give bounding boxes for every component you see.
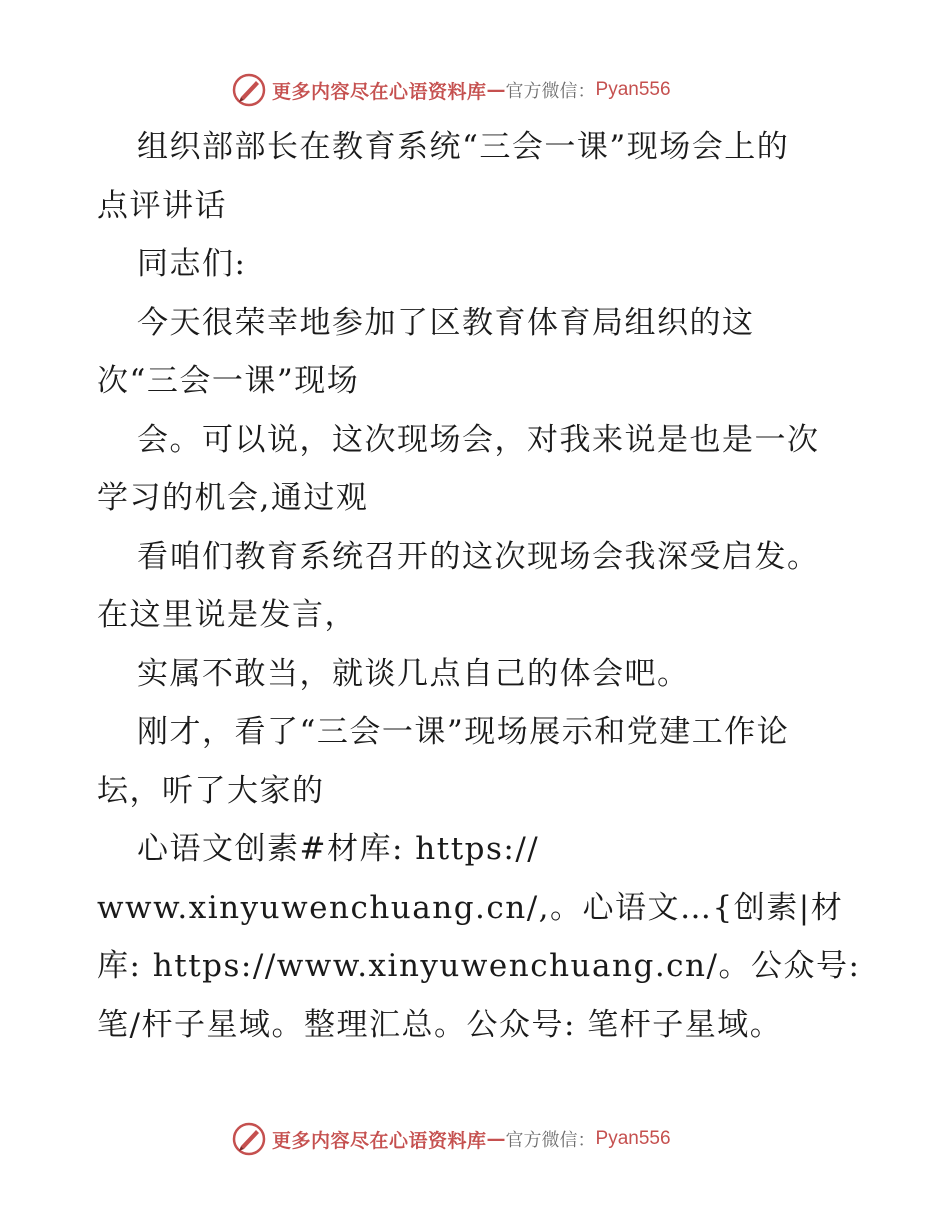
paragraph-line: 坛，听了大家的	[97, 772, 325, 809]
quill-logo-icon	[232, 73, 266, 107]
paragraph-line: 刚才，看了“三会一课”现场展示和党建工作论	[137, 714, 790, 750]
paragraph-line: 笔/杆子星域。整理汇总。公众号: 笔杆子星域。	[97, 1006, 783, 1043]
footer-wechat-label: 官方微信：	[505, 1130, 596, 1151]
paragraph-line: 今天很荣幸地参加了区教育体育局组织的这	[137, 304, 755, 341]
footer-wechat-id: Pyan556	[595, 1128, 671, 1149]
paragraph-line: 学习的机会,通过观	[97, 480, 369, 516]
paragraph-line: 实属不敢当，就谈几点自己的体会吧。	[137, 655, 690, 692]
salutation: 同志们:	[137, 246, 247, 282]
paragraph-line: 库: https://www.xinyuwenchuang.cn/。公众号:	[97, 948, 861, 984]
paragraph-line: 心语文创素#材库: https://	[137, 831, 540, 867]
footer-banner	[232, 1121, 752, 1157]
quill-logo-icon	[232, 1122, 266, 1156]
doc-title-line-2: 点评讲话	[97, 187, 227, 224]
paragraph-line: 次“三会一课”现场	[97, 363, 360, 399]
document-body	[97, 118, 861, 1054]
doc-title-line-1: 组织部部长在教育系统“三会一课”现场会上的	[137, 129, 790, 165]
header-banner	[232, 72, 752, 108]
header-wechat-id: Pyan556	[595, 79, 671, 100]
footer-banner-dash: —	[486, 1128, 506, 1150]
paragraph-line: 在这里说是发言，	[97, 597, 357, 633]
footer-banner-text: 更多内容尽在心语资料库	[272, 1129, 487, 1152]
header-banner-text: 更多内容尽在心语资料库	[272, 80, 487, 103]
paragraph-line: www.xinyuwenchuang.cn/,。心语文…{创素|材	[97, 889, 844, 926]
header-banner-dash: —	[486, 79, 506, 101]
header-wechat-label: 官方微信：	[505, 81, 596, 102]
paragraph-line: 看咱们教育系统召开的这次现场会我深受启发。	[137, 538, 820, 575]
paragraph-line: 会。可以说，这次现场会，对我来说是也是一次	[137, 421, 820, 458]
